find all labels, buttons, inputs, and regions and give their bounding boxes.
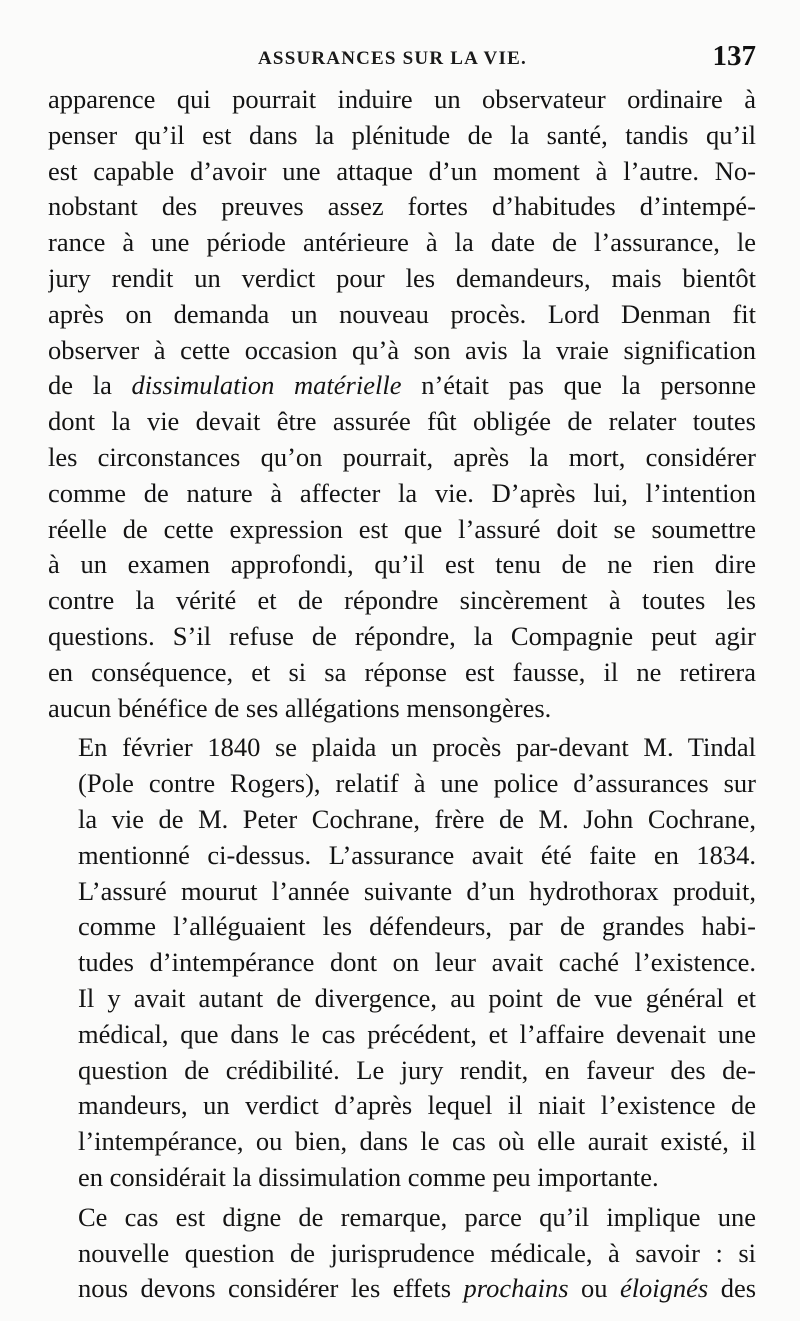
text-line: Il y avait autant de divergence, au point de vue général et (78, 982, 756, 1013)
body-text (48, 82, 756, 1307)
italic-term: prochains (463, 1273, 569, 1304)
text-segment: nous devons considérer les effets (78, 1273, 464, 1304)
text-line: apparence qui pourrait induire un observateur ordinaire à (48, 84, 756, 114)
page-number: 137 (712, 40, 756, 72)
text-line: est capable d’avoir une attaque d’un moment à l’autre. No- (48, 155, 756, 186)
text-line: comme de nature à affecter la vie. D’après lui, l’intention (48, 477, 756, 508)
text-line: la vie de M. Peter Cochrane, frère de M. John Cochrane, (78, 803, 756, 834)
text-line: observer à cette occasion qu’à son avis la vraie signification (48, 334, 756, 365)
text-segment: ou (568, 1273, 620, 1304)
running-title: ASSURANCES SUR LA VIE. (258, 48, 527, 69)
text-line: médical, que dans le cas précédent, et l’affaire devenait une (78, 1018, 756, 1049)
text-line: mandeurs, un verdict d’après lequel il niait l’existence de (78, 1090, 756, 1121)
text-line: après on demanda un nouveau procès. Lord Denman fit (48, 298, 756, 329)
text-line-with-italic (48, 1271, 756, 1307)
paragraph-2 (48, 730, 756, 1195)
text-line: en considérait la dissimulation comme peu importante. (78, 1161, 659, 1192)
text-segment: n’était pas que la personne (401, 370, 756, 401)
text-line: nouvelle question de jurisprudence médicale, à savoir : si (78, 1237, 756, 1268)
text-line: rance à une période antérieure à la date de l’assurance, le (48, 227, 756, 258)
text-line-with-italic (48, 368, 756, 404)
text-line: tudes d’intempérance dont on leur avait caché l’existence. (78, 947, 756, 978)
text-line: les circonstances qu’on pourrait, après la mort, considérer (48, 441, 756, 472)
text-line: questions. S’il refuse de répondre, la Compagnie peut agir (48, 620, 756, 651)
text-segment: des (708, 1273, 756, 1304)
paragraph-1 (48, 82, 756, 726)
text-line: mentionné ci-dessus. L’assurance avait été faite en 1834. (78, 839, 756, 870)
running-head (48, 40, 756, 76)
text-line: dont la vie devait être assurée fût obligée de relater toutes (48, 406, 756, 437)
paragraph-3 (48, 1200, 756, 1307)
text-line: réelle de cette expression est que l’assuré doit se soumettre (48, 513, 756, 544)
text-line: comme l’alléguaient les défendeurs, par de grandes habi- (78, 911, 756, 942)
text-line: en conséquence, et si sa réponse est fausse, il ne retirera (48, 656, 756, 687)
text-line: contre la vérité et de répondre sincèrement à toutes les (48, 585, 756, 616)
text-line: question de crédibilité. Le jury rendit, en faveur des de- (78, 1054, 756, 1085)
text-line: (Pole contre Rogers), relatif à une police d’assurances sur (78, 768, 756, 799)
text-line: L’assuré mourut l’année suivante d’un hydrothorax produit, (78, 875, 756, 906)
text-line: à un examen approfondi, qu’il est tenu de ne rien dire (48, 549, 756, 580)
text-line: aucun bénéfice de ses allégations mensongères. (48, 692, 552, 723)
text-segment: de la (48, 370, 132, 401)
text-line: En février 1840 se plaida un procès par-devant M. Tindal (78, 732, 756, 763)
text-line: l’intempérance, ou bien, dans le cas où elle aurait existé, il (78, 1126, 756, 1157)
italic-term: dissimulation matérielle (131, 370, 402, 401)
italic-term: éloignés (619, 1273, 709, 1304)
text-line: Ce cas est digne de remarque, parce qu’il implique une (78, 1201, 756, 1232)
text-line: penser qu’il est dans la plénitude de la santé, tandis qu’il (48, 119, 756, 150)
text-line: jury rendit un verdict pour les demandeurs, mais bientôt (48, 262, 756, 293)
text-line: nobstant des preuves assez fortes d’habitudes d’intempé- (48, 191, 756, 222)
